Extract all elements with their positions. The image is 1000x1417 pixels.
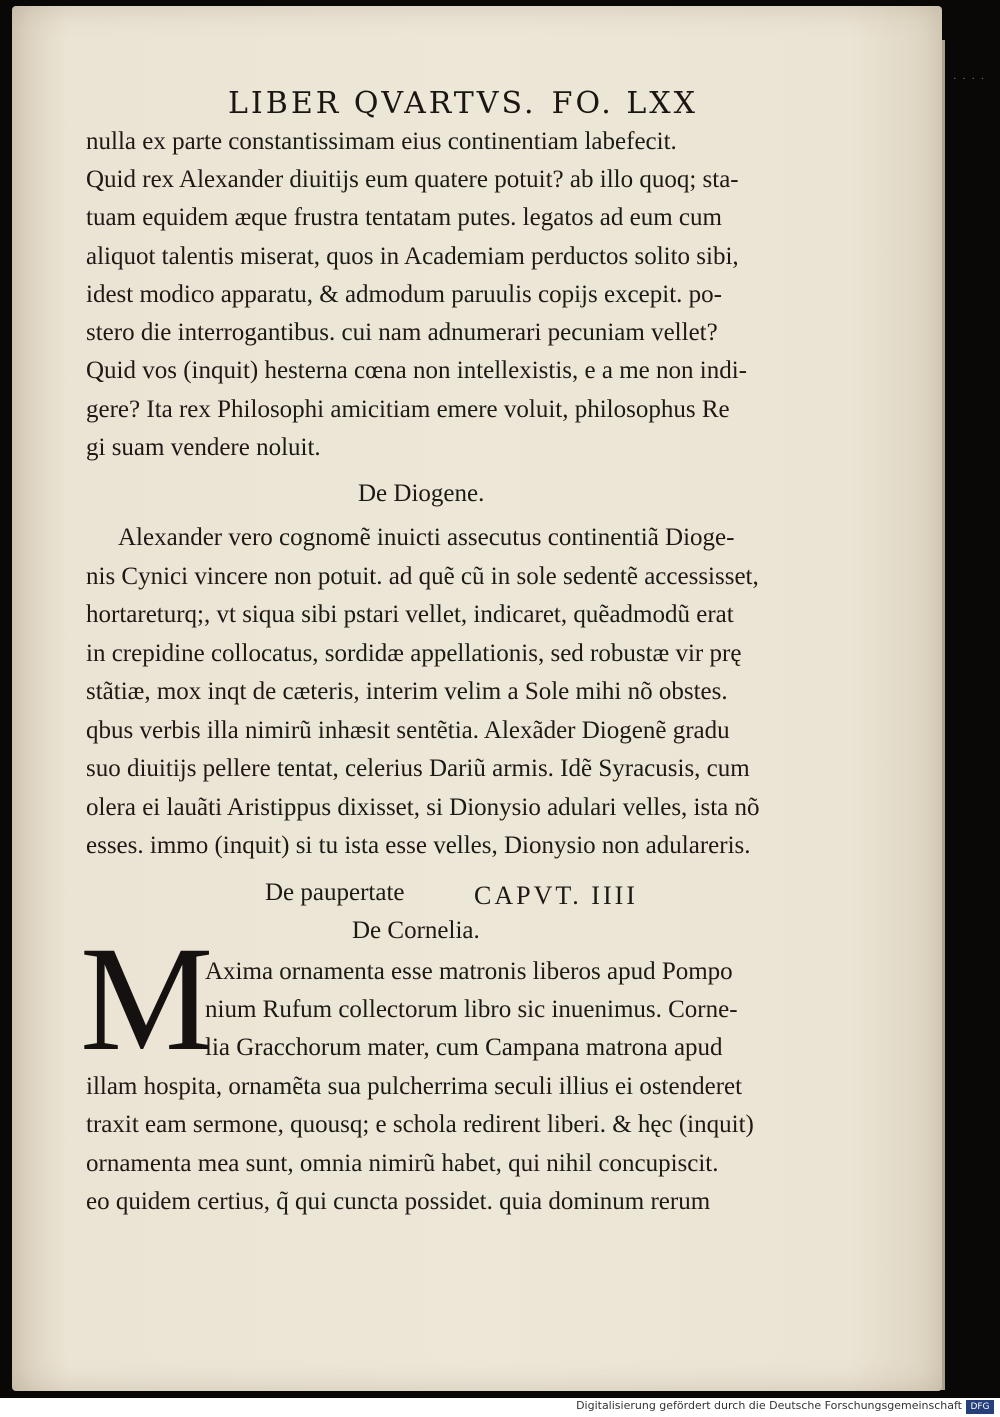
funding-notice: Digitalisierung gefördert durch die Deutsche Forschungsgemeinschaft <box>576 1399 962 1412</box>
text-line: illam hospita, ornamẽta sua pulcherrima seculi illius ei ostenderet <box>86 1073 743 1100</box>
text-line: gere? Ita rex Philosophi amicitiam emere voluit, philosophus Re <box>86 396 730 423</box>
text-line: nium Rufum collectorum libro sic inuenimus. Corne- <box>205 996 738 1023</box>
text-line: in crepidine collocatus, sordidæ appellationis, sed robustæ vir prę <box>86 640 742 667</box>
text-line: Quid rex Alexander diuitijs eum quatere potuit? ab illo quoq; sta- <box>86 166 739 193</box>
decorated-initial: M <box>80 916 214 1082</box>
chapter-title: De paupertate <box>265 879 405 906</box>
text-line: nulla ex parte constantissimam eius continentiam labefecit. <box>86 128 677 155</box>
text-line: Axima ornamenta esse matronis liberos apud Pompo <box>205 958 733 985</box>
text-line: esses. immo (inquit) si tu ista esse velles, Dionysio non adulareris. <box>86 832 751 859</box>
text-line: eo quidem certius, q̃ qui cuncta possidet. quia dominum rerum <box>86 1188 711 1215</box>
section-heading-diogene: De Diogene. <box>358 480 485 507</box>
folio-number: FO. LXX <box>551 86 698 121</box>
text-line: idest modico apparatu, & admodum paruulis copijs excepit. po- <box>86 281 722 308</box>
text-line: ornamenta mea sunt, omnia nimirũ habet, qui nihil concupiscit. <box>86 1150 719 1177</box>
dfg-logo: DFG <box>966 1400 994 1414</box>
text-line: traxit eam sermone, quousq; e schola redirent liberi. & hęc (inquit) <box>86 1111 754 1138</box>
section-heading-cornelia: De Cornelia. <box>352 917 480 944</box>
running-head-title: LIBER QVARTVS. <box>228 86 537 121</box>
text-line: olera ei lauãti Aristippus dixisset, si Dionysio adulari velles, ista nõ <box>86 794 760 821</box>
text-line: aliquot talentis miserat, quos in Academiam perductos solito sibi, <box>86 243 739 270</box>
text-line: nis Cynici vincere non potuit. ad quẽ cũ in sole sedentẽ accessisset, <box>86 563 759 590</box>
text-line: tuam equidem æque frustra tentatam putes. legatos ad eum cum <box>86 204 722 231</box>
text-line: lia Gracchorum mater, cum Campana matrona apud <box>205 1034 723 1061</box>
text-line: stãtiæ, mox inqt de cæteris, interim velim a Sole mihi nõ obstes. <box>86 678 728 705</box>
running-head <box>228 86 698 121</box>
chapter-number: CAPVT. IIII <box>474 881 638 910</box>
text-line: Quid vos (inquit) hesterna cœna non intellexistis, e a me non indi- <box>86 357 747 384</box>
edge-marks: ···· <box>953 74 990 85</box>
text-line: qbus verbis illa nimirũ inhæsit sentẽtia. Alexãder Diogenẽ gradu <box>86 717 730 744</box>
text-line: Alexander vero cognomẽ inuicti assecutus continentiã Dioge- <box>118 524 735 551</box>
text-line: suo diuitijs pellere tentat, celerius Dariũ armis. Idẽ Syracusis, cum <box>86 755 750 782</box>
text-line: stero die interrogantibus. cui nam adnumerari pecuniam vellet? <box>86 319 718 346</box>
text-line: hortareturq;, vt siqua sibi pstari vellet, indicaret, quẽadmodũ erat <box>86 601 734 628</box>
text-line: gi suam vendere noluit. <box>86 434 321 461</box>
